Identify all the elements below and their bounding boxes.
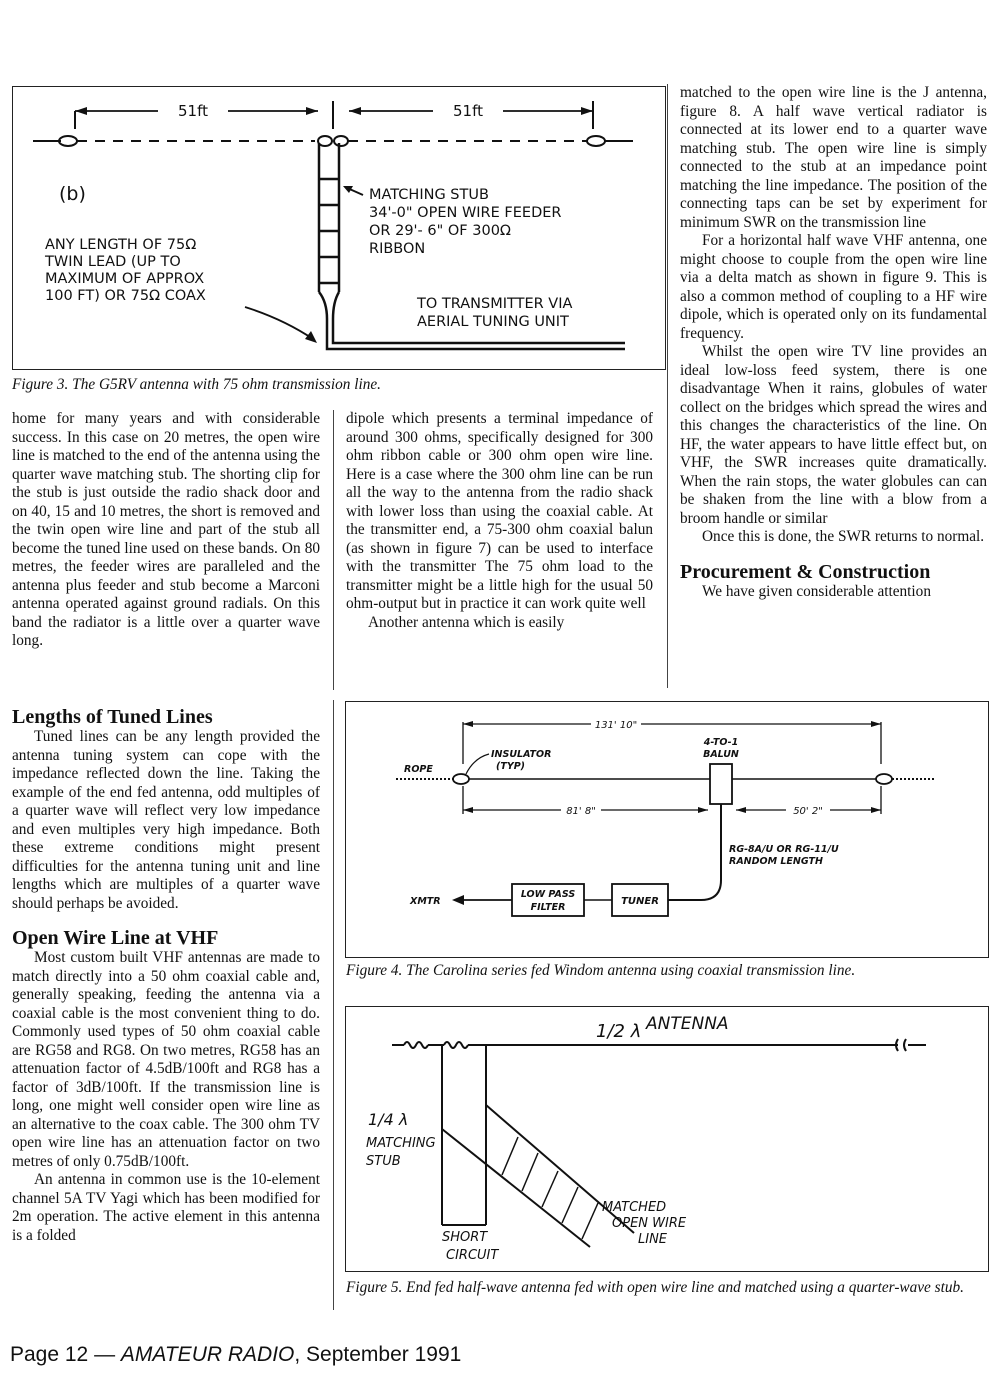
figure-5-line-label-1: MATCHED — [602, 1200, 667, 1215]
figure-4-diagram — [346, 702, 988, 952]
figure-3-label-b: (b) — [59, 183, 86, 205]
figure-5-short-line-2: CIRCUIT — [446, 1248, 499, 1263]
col3-paragraph-3: Whilst the open wire TV line provides an ideal low-loss feed system, there is one disadvantage When it rains, globules of water collect on the bridges which spread the wires and this changes the characteristics of the line. On HF, the water appears to have little effect but, on VHF, the SWR increases quite dramatically. When the rain stops, the water globules can can be shaken from the line with a blow from a broom handle or similar — [680, 343, 987, 527]
figure-4-filter-line-1: LOW PASS — [520, 889, 576, 900]
col1-paragraph-1: home for many years and with considerable success. In this case on 20 metres, the open wire line is matched to the end of the antenna using the quarter wave matching stub. The shorting clip for the stub is just outside the radio shack door and on 40, 15 and 10 metres, the short is removed and the twin open wire line and part of the stub all become the tuned line used on these bands. On 80 metres, the feeder wires are paralleled and the antenna plus feeder and stub become a Marconi antenna operated against ground radials. On this band the radiator is a little over a quarter wave long. — [12, 410, 320, 649]
figure-5-caption: Figure 5. End fed half-wave antenna fed with open wire line and matched using a quarter-wave stub. — [346, 1279, 964, 1296]
figure-5-short-line-1: SHORT — [442, 1230, 488, 1245]
footer-prefix: Page 12 — — [10, 1343, 121, 1366]
figure-5-box — [345, 1006, 989, 1272]
figure-4-insulator-line-1: INSULATOR — [491, 749, 552, 760]
footer-magazine: AMATEUR RADIO — [120, 1343, 295, 1366]
column-1-top — [12, 410, 320, 651]
footer-suffix: , September 1991 — [294, 1343, 462, 1366]
figure-3-lead-line-3: MAXIMUM OF APPROX — [45, 271, 205, 287]
figure-3-lead-line-2: TWIN LEAD (UP TO — [45, 254, 181, 270]
figure-4-xmtr: XMTR — [410, 896, 441, 907]
figure-4-coax-line-2: RANDOM LENGTH — [729, 856, 823, 867]
figure-4-rope: ROPE — [404, 764, 433, 775]
figure-5-stub-line-1: MATCHING — [366, 1136, 436, 1151]
column-rule-left — [333, 410, 334, 690]
figure-3-diagram — [13, 87, 665, 369]
column-2-top — [346, 410, 653, 632]
figure-3-stub-line-1: MATCHING STUB — [369, 187, 489, 203]
figure-5-line-label-2: OPEN WIRE — [612, 1216, 687, 1231]
figure-4-right-length: 50' 2" — [793, 806, 823, 817]
figure-4-tuner: TUNER — [621, 896, 659, 907]
figure-3-tx-line-1: TO TRANSMITTER VIA — [417, 296, 573, 312]
column-rule-left-lower — [333, 700, 334, 1310]
figure-4-box — [345, 701, 989, 958]
column-3-top — [680, 84, 987, 601]
figure-5-line-label-3: LINE — [638, 1232, 668, 1247]
col3-paragraph-1: matched to the open wire line is the J antenna, figure 8. A half wave vertical radiator is connected at its lower end to a quarter wave matching stub. The open wire line is simply connected to the stub at an impedance point matching the line impedance. The position of the connecting taps can be set by experiment for minimum SWR on the transmission line — [680, 84, 987, 231]
figure-3-tx-line-2: AERIAL TUNING UNIT — [417, 314, 569, 330]
figure-4-total-length: 131' 10" — [594, 720, 638, 731]
figure-4-balun-line-1: 4-TO-1 — [703, 737, 739, 748]
figure-3-lead-line-4: 100 FT) OR 75Ω COAX — [45, 288, 206, 304]
figure-4-left-length: 81' 8" — [566, 806, 596, 817]
figure-3-stub-line-3: OR 29'- 6" OF 300Ω — [369, 223, 511, 239]
heading-procurement: Procurement & Construction — [680, 560, 931, 583]
figure-3-stub-line-4: RIBBON — [369, 241, 426, 257]
col3-paragraph-4: Once this is done, the SWR returns to normal. — [702, 528, 985, 545]
figure-5-stub-line-2: STUB — [366, 1154, 401, 1169]
page-footer — [10, 1343, 461, 1367]
figure-3-dim-left: 51ft — [178, 102, 208, 120]
figure-3-box — [12, 86, 666, 370]
figure-4-balun-line-2: BALUN — [703, 749, 739, 760]
heading-lengths-tuned-lines: Lengths of Tuned Lines — [12, 706, 213, 728]
col1-vhf-paragraph-1: Most custom built VHF antennas are made to match directly into a 50 ohm coaxial cable and, generally speaking, feeding the antenna via a coaxial cable is the most convenient thing to do. Commonly used types of 50 ohm coaxial cable are RG58 and RG8. On two metres, RG58 has an attenuation factor of 4.5dB/100ft and RG8 has a factor of 3dB/100ft. If the transmission line is long, one might well consider open wire line as an alternative to the coax cable. The 300 ohm TV open wire line has an attenuation factor on two metres of only 0.75dB/100ft. — [12, 949, 320, 1170]
figure-5-antenna-label: ANTENNA — [646, 1014, 729, 1034]
col3-paragraph-2: For a horizontal half wave VHF antenna, one might choose to couple from the open wire line via a delta match as shown in figure 9. This is also a common method of coupling to a HF wire dipole, which is operated only on its fundamental frequency. — [680, 232, 987, 342]
figure-3-dim-right: 51ft — [453, 102, 483, 120]
heading-open-wire-vhf: Open Wire Line at VHF — [12, 927, 219, 949]
figure-5-diagram — [346, 1007, 988, 1271]
figure-4-filter-line-2: FILTER — [530, 902, 566, 913]
column-1-bottom — [12, 706, 320, 1245]
col1-lengths-paragraph: Tuned lines can be any length provided the antenna tuning system can cope with the impedance reflected down the line. Taking the example of the end fed antenna, odd multiples of a quarter wave will reflect very low impedance and even multiples very high impedance. Both these extreme conditions might present difficulties for the antenna tuning unit and line lengths which are multiples of a quarter wave should perhaps be avoided. — [12, 728, 320, 912]
col1-vhf-paragraph-2: An antenna in common use is the 10-element channel 5A TV Yagi which has been modified for 2m operation. The active element in this antenna is a folded — [12, 1171, 320, 1244]
figure-4-insulator-line-2: (TYP) — [496, 761, 526, 772]
col2-paragraph-1: dipole which presents a terminal impedance of around 300 ohms, specifically designed for 300 ohm ribbon cable or 300 ohm open wire line. Here is a case where the 300 ohm line can be run all the way to the antenna from the radio shack with lower loss than using the coaxial cable. At the transmitter end, a 75-300 ohm coaxial balun (as shown in figure 7) can be used to interface with the transmitter The 75 ohm load to the transmitter might be a little high for the usual 50 ohm-output but in practice it can work quite well — [346, 410, 653, 612]
figure-4-coax-line-1: RG-8A/U OR RG-11/U — [729, 844, 839, 855]
figure-4-caption: Figure 4. The Carolina series fed Windom antenna using coaxial transmission line. — [346, 962, 856, 979]
figure-3-stub-line-2: 34'-0" OPEN WIRE FEEDER — [369, 205, 562, 221]
column-rule-right — [667, 84, 668, 688]
figure-3-caption: Figure 3. The G5RV antenna with 75 ohm transmission line. — [12, 376, 381, 393]
figure-5-stub-fraction: 1/4 λ — [368, 1110, 409, 1129]
figure-5-antenna-fraction: 1/2 λ — [596, 1021, 642, 1042]
col2-paragraph-2: Another antenna which is easily — [368, 613, 565, 631]
figure-3-lead-line-1: ANY LENGTH OF 75Ω — [45, 237, 197, 253]
col3-paragraph-5: We have given considerable attention — [702, 582, 931, 600]
